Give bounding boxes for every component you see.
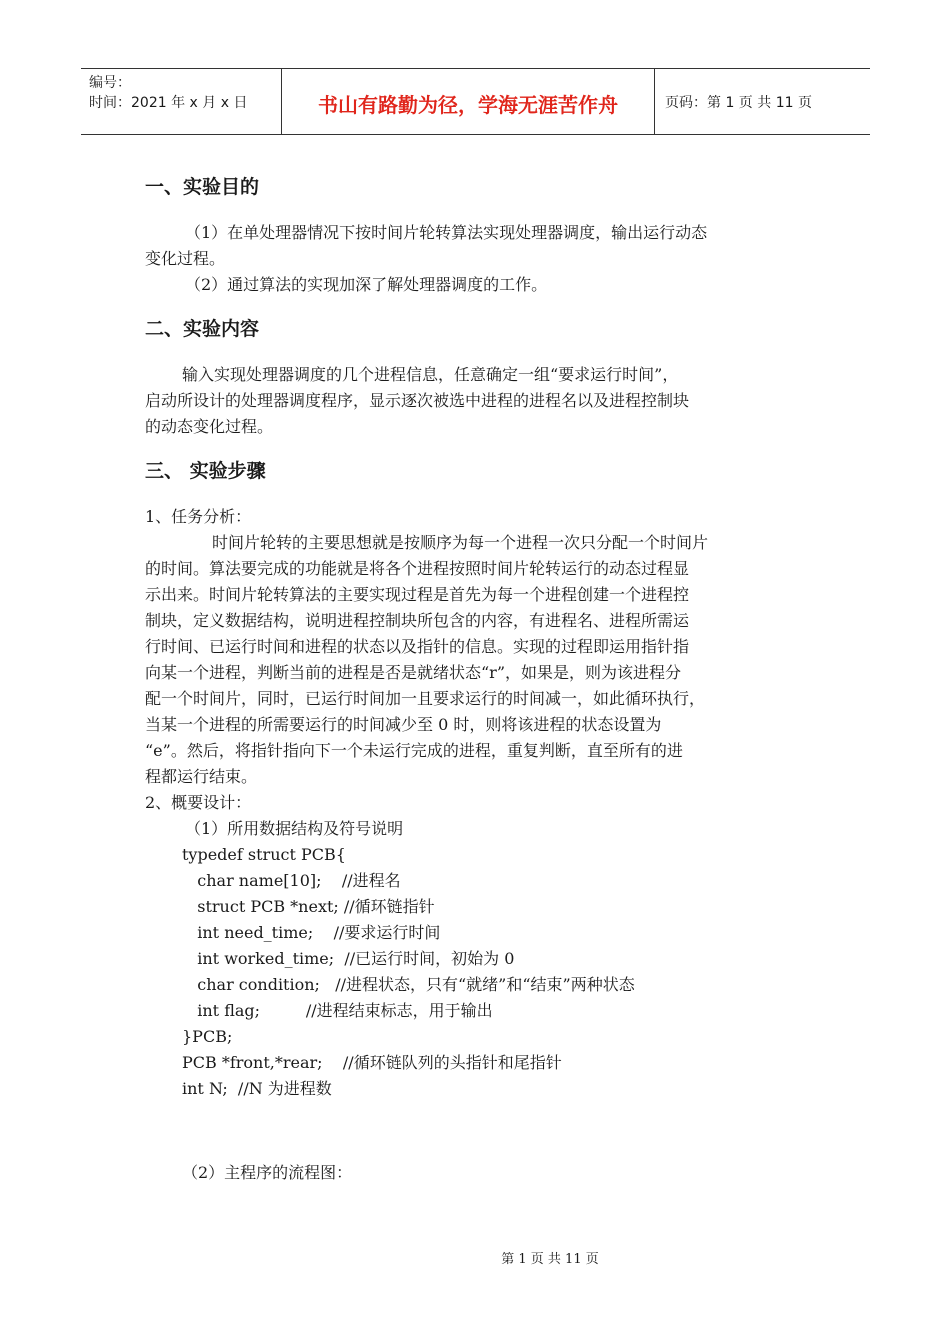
number-label: 编号： <box>89 75 131 91</box>
s3-task-heading: 1、任务分析： <box>145 507 252 526</box>
time-label: 时间：2021 年 x 月 x 日 <box>89 95 248 111</box>
code-line-4: int worked_time; //已运行时间，初始为 0 <box>182 949 515 968</box>
code-line-1: char name[10]; //进程名 <box>182 871 401 890</box>
code-line-6: int flag; //进程结束标志，用于输出 <box>182 1001 493 1020</box>
s3-line-6: 配一个时间片，同时，已运行时间加一且要求运行的时间减一，如此循环执行， <box>145 689 706 708</box>
header-meta-cell <box>81 69 282 134</box>
section-2-title: 二、实验内容 <box>145 318 260 340</box>
motto-text: 书山有路勤为径，学海无涯苦作舟 <box>318 93 618 117</box>
section-1-title: 一、实验目的 <box>145 176 260 198</box>
section-3-title: 三、 实验步骤 <box>145 460 266 482</box>
code-line-3: int need_time; //要求运行时间 <box>182 923 441 942</box>
s3-design-heading: 2、概要设计： <box>145 793 252 812</box>
s1-p1-line1: （1）在单处理器情况下按时间片轮转算法实现处理器调度，输出运行动态 <box>185 223 708 242</box>
s3-sub1: （1）所用数据结构及符号说明 <box>185 819 404 838</box>
footer-page-text: 第 1 页 共 11 页 <box>501 1252 599 1267</box>
s2-line1: 输入实现处理器调度的几个进程信息，任意确定一组“要求运行时间”， <box>182 365 679 384</box>
s3-line-8: “e”。然后，将指针指向下一个未运行完成的进程，重复判断，直至所有的进 <box>145 741 683 760</box>
code-line-8: PCB *front,*rear; //循环链队列的头指针和尾指针 <box>182 1053 562 1072</box>
code-line-2: struct PCB *next; //循环链指针 <box>182 897 435 916</box>
code-line-7: }PCB; <box>182 1027 233 1046</box>
s3-line-9: 程都运行结束。 <box>145 767 258 786</box>
code-line-5: char condition; //进程状态，只有“就绪”和“结束”两种状态 <box>182 975 635 994</box>
motto-cell <box>282 69 655 134</box>
s3-line-0: 时间片轮转的主要思想就是按顺序为每一个进程一次只分配一个时间片 <box>212 533 709 552</box>
page-info-cell <box>655 69 870 134</box>
s3-line-1: 的时间。算法要完成的功能就是将各个进程按照时间片轮转运行的动态过程显 <box>145 559 690 578</box>
s3-sub2: （2）主程序的流程图： <box>182 1163 353 1182</box>
page-footer <box>0 1248 950 1267</box>
s2-line2: 启动所设计的处理器调度程序，显示逐次被选中进程的进程名以及进程控制块 <box>145 391 690 410</box>
s1-p1-line2: 变化过程。 <box>145 249 226 268</box>
s2-line3: 的动态变化过程。 <box>145 417 274 436</box>
code-line-0: typedef struct PCB{ <box>182 845 346 864</box>
s1-p2: （2）通过算法的实现加深了解处理器调度的工作。 <box>185 275 548 294</box>
code-line-9: int N; //N 为进程数 <box>182 1079 332 1098</box>
page-info-text: 页码：第 1 页 共 11 页 <box>665 94 812 111</box>
s3-line-3: 制块，定义数据结构，说明进程控制块所包含的内容，有进程名、进程所需运 <box>145 611 690 630</box>
s3-line-5: 向某一个进程，判断当前的进程是否是就绪状态“r”，如果是，则为该进程分 <box>145 663 682 682</box>
document-header <box>81 68 870 135</box>
s3-line-4: 行时间、已运行时间和进程的状态以及指针的信息。实现的过程即运用指针指 <box>145 637 690 656</box>
s3-line-2: 示出来。时间片轮转算法的主要实现过程是首先为每一个进程创建一个进程控 <box>145 585 690 604</box>
s3-line-7: 当某一个进程的所需要运行的时间减少至 0 时，则将该进程的状态设置为 <box>145 715 662 734</box>
